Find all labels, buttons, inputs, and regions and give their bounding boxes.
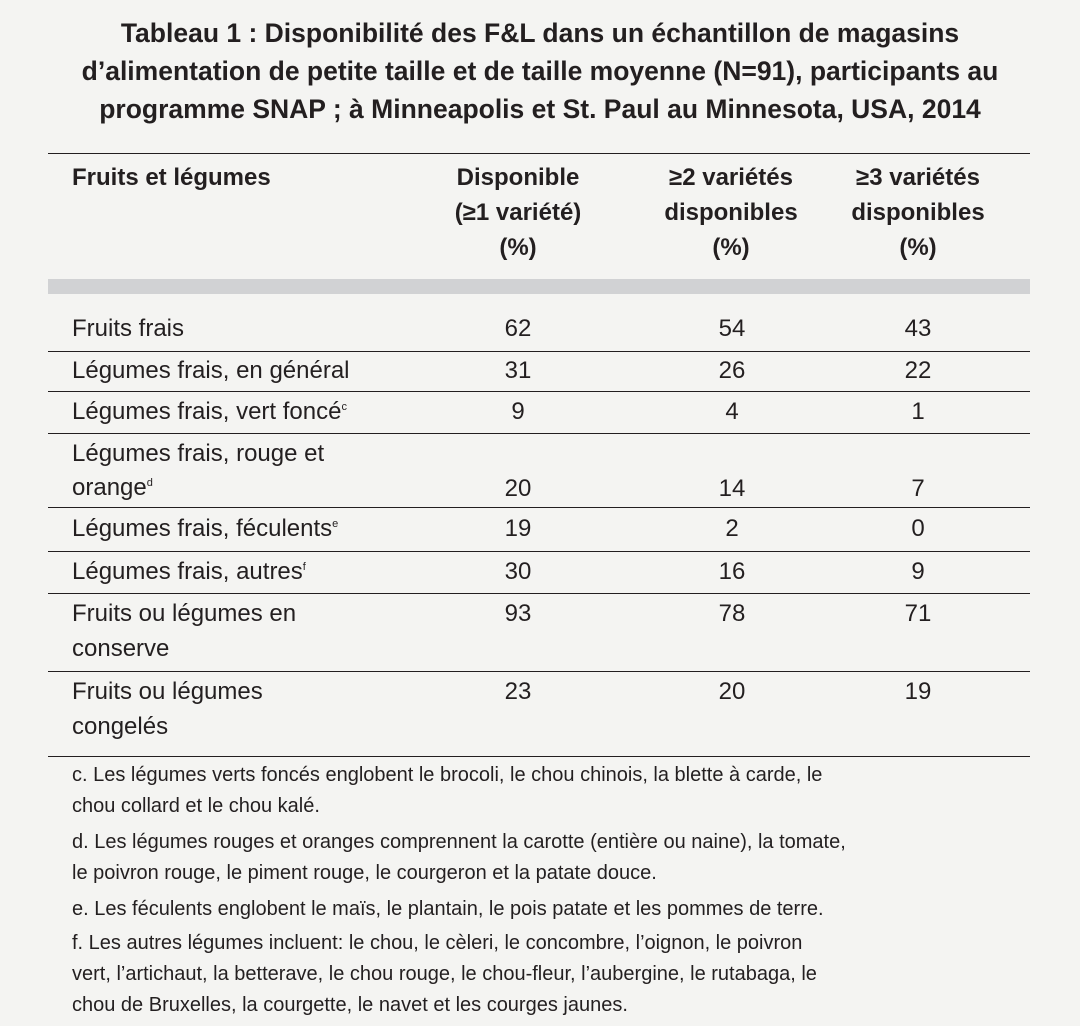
cell-2-varietes: 2 xyxy=(725,515,739,542)
header-disponible xyxy=(403,160,633,265)
table-row xyxy=(48,508,1030,552)
row-label: Légumes frais, en général xyxy=(72,357,350,384)
cell-3-varietes: 0 xyxy=(911,515,925,542)
footnote-c-line-2: chou collard et le chou kalé. xyxy=(72,795,320,817)
row-label-text: Légumes frais, vert foncé xyxy=(72,398,342,425)
table-bottom-rule xyxy=(48,756,1030,757)
row-label xyxy=(72,554,306,590)
header-2-varietes-line-2: disponibles xyxy=(664,199,798,226)
cell-disponible: 62 xyxy=(504,315,532,342)
table-row xyxy=(48,352,1030,392)
row-label-text: orange xyxy=(72,474,147,501)
header-3-varietes-line-3: (%) xyxy=(899,234,937,261)
cell-2-varietes: 20 xyxy=(718,678,746,705)
footnote-f xyxy=(72,928,1030,1021)
header-3-varietes xyxy=(803,160,1033,265)
cell-disponible: 20 xyxy=(504,475,532,502)
cell-3-varietes: 43 xyxy=(904,315,932,342)
footnote-marker: d xyxy=(146,477,153,489)
row-label xyxy=(72,511,338,547)
footnote-marker: c xyxy=(341,401,347,413)
footnote-c xyxy=(72,760,1030,822)
row-label-text: Légumes frais, féculents xyxy=(72,515,333,542)
table-row xyxy=(48,672,1030,756)
cell-2-varietes: 16 xyxy=(718,558,746,585)
footnote-d-line-1: d. Les légumes rouges et oranges comprennent la carotte (entière ou naine), la tomate, xyxy=(72,831,846,853)
footnote-e xyxy=(72,894,1030,925)
row-label xyxy=(72,394,347,430)
row-label-line-1: Fruits ou légumes xyxy=(72,678,263,705)
cell-2-varietes: 26 xyxy=(718,357,746,384)
cell-2-varietes: 54 xyxy=(718,315,746,342)
footnote-e-line-1: e. Les féculents englobent le maïs, le plantain, le pois patate et les pommes de terre. xyxy=(72,898,824,920)
cell-3-varietes: 22 xyxy=(904,357,932,384)
cell-3-varietes: 7 xyxy=(911,475,925,502)
header-3-varietes-line-1: ≥3 variétés xyxy=(856,164,980,191)
table-top-rule xyxy=(48,153,1030,154)
table-row xyxy=(48,434,1030,508)
header-disponible-line-2: (≥1 variété) xyxy=(454,199,582,226)
cell-disponible: 31 xyxy=(504,357,532,384)
cell-3-varietes: 71 xyxy=(904,600,932,627)
cell-3-varietes: 9 xyxy=(911,558,925,585)
header-3-varietes-line-2: disponibles xyxy=(851,199,985,226)
header-2-varietes-line-1: ≥2 variétés xyxy=(669,164,793,191)
row-label-line-1: Légumes frais, rouge et xyxy=(72,440,325,467)
cell-3-varietes: 1 xyxy=(911,398,925,425)
cell-2-varietes: 14 xyxy=(718,475,746,502)
cell-disponible: 9 xyxy=(511,398,525,425)
header-disponible-line-1: Disponible xyxy=(456,164,580,191)
cell-disponible: 30 xyxy=(504,558,532,585)
title-line-1: Tableau 1 : Disponibilité des F&L dans un échantillon de magasins xyxy=(120,18,960,48)
table-row xyxy=(48,392,1030,434)
row-label-line-2: conserve xyxy=(72,635,170,662)
row-label-line-2 xyxy=(72,470,153,506)
table-title xyxy=(20,14,1060,128)
cell-2-varietes: 4 xyxy=(725,398,739,425)
footnote-f-line-2: vert, l’artichaut, la betterave, le chou rouge, le chou-fleur, l’aubergine, le rutabaga, le xyxy=(72,963,817,985)
footnote-f-line-3: chou de Bruxelles, la courgette, le navet et les courges jaunes. xyxy=(72,994,628,1016)
footnote-d xyxy=(72,827,1030,889)
title-line-3: programme SNAP ; à Minneapolis et St. Paul au Minnesota, USA, 2014 xyxy=(99,94,981,124)
header-2-varietes-line-3: (%) xyxy=(712,234,750,261)
header-separator-band xyxy=(48,279,1030,294)
row-label: Fruits frais xyxy=(72,315,185,342)
cell-disponible: 93 xyxy=(504,600,532,627)
footnote-d-line-2: le poivron rouge, le piment rouge, le courgeron et la patate douce. xyxy=(72,862,657,884)
cell-2-varietes: 78 xyxy=(718,600,746,627)
row-label-text: Légumes frais, autres xyxy=(72,558,303,585)
footnote-marker: e xyxy=(332,518,339,530)
cell-disponible: 19 xyxy=(504,515,532,542)
footnote-marker: f xyxy=(302,561,306,573)
footnote-c-line-1: c. Les légumes verts foncés englobent le brocoli, le chou chinois, la blette à carde, le xyxy=(72,764,823,786)
row-label-line-1: Fruits ou légumes en xyxy=(72,600,297,627)
header-fruits-legumes: Fruits et légumes xyxy=(72,164,271,191)
title-line-2: d’alimentation de petite taille et de taille moyenne (N=91), participants au xyxy=(81,56,999,86)
table-row xyxy=(48,552,1030,594)
header-disponible-line-3: (%) xyxy=(499,234,537,261)
table-row xyxy=(48,594,1030,672)
cell-3-varietes: 19 xyxy=(904,678,932,705)
footnote-f-line-1: f. Les autres légumes incluent: le chou, le cèleri, le concombre, l’oignon, le poivron xyxy=(72,932,803,954)
row-label-line-2: congelés xyxy=(72,713,169,740)
table-row xyxy=(48,309,1030,352)
cell-disponible: 23 xyxy=(504,678,532,705)
